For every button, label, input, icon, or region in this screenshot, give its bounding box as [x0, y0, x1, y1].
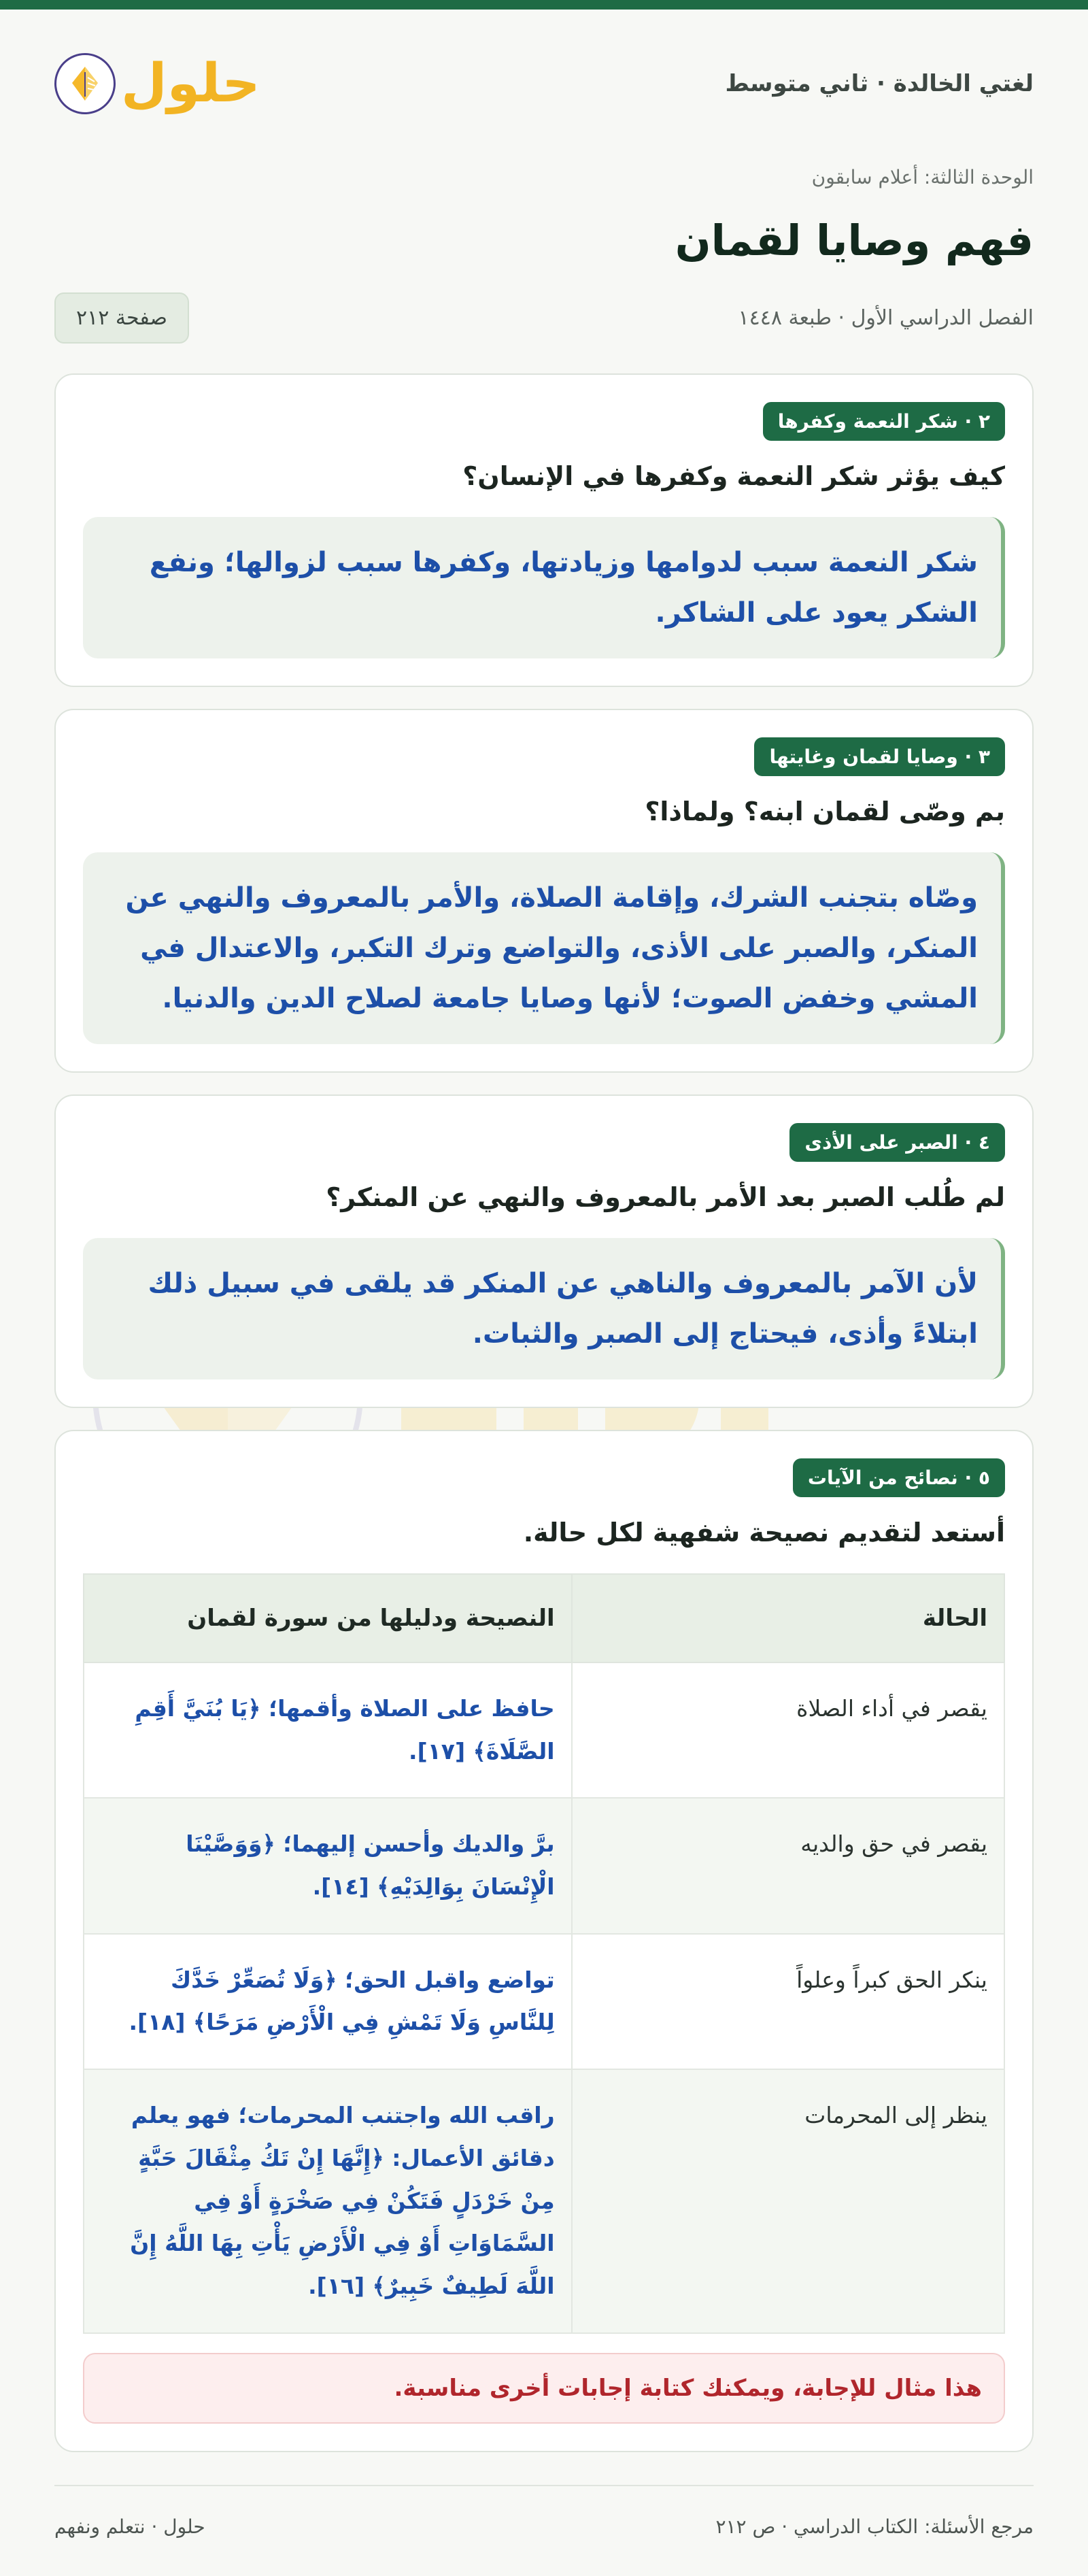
meta-row	[54, 292, 1034, 344]
question-card-3	[54, 709, 1034, 1073]
table-row	[84, 1662, 1004, 1798]
question-tag: ٢ · شكر النعمة وكفرها	[763, 402, 1005, 441]
question-card-4	[54, 1094, 1034, 1408]
advice-cell: تواضع واقبل الحق؛ ﴿وَلَا تُصَعِّرْ خَدَّكَ لِلنَّاسِ وَلَا تَمْشِ فِي الْأَرْضِ مَرَحًا﴾ [١٨].	[84, 1934, 572, 2069]
question-card-5	[54, 1430, 1034, 2452]
answer-box: لأن الآمر بالمعروف والناهي عن المنكر قد يلقى في سبيل ذلك ابتلاءً وأذى، فيحتاج إلى الصبر والثبات.	[83, 1238, 1005, 1379]
answer-box: وصّاه بتجنب الشرك، وإقامة الصلاة، والأمر بالمعروف والنهي عن المنكر، والصبر على الأذى، والتواضع وترك التكبر، والاعتدال في المشي وخفض الصوت؛ لأنها وصايا جامعة لصلاح الدين والدنيا.	[83, 852, 1005, 1044]
table-row	[84, 1798, 1004, 1933]
question-card-2	[54, 373, 1034, 687]
page	[0, 10, 1088, 2568]
semester-meta: الفصل الدراسي الأول · طبعة ١٤٤٨	[738, 306, 1034, 330]
column-header-state: الحالة	[572, 1574, 1004, 1662]
book-icon	[54, 53, 116, 114]
advice-table	[83, 1573, 1005, 2334]
series-title: لغتي الخالدة · ثاني متوسط	[725, 70, 1034, 97]
advice-cell: حافظ على الصلاة وأقمها؛ ﴿يَا بُنَيَّ أَقِمِ الصَّلَاةَ﴾ [١٧].	[84, 1662, 572, 1798]
advice-cell: برَّ والديك وأحسن إليهما؛ ﴿وَوَصَّيْنَا الْإِنْسَانَ بِوَالِدَيْهِ﴾ [١٤].	[84, 1798, 572, 1933]
state-cell: ينظر إلى المحرمات	[572, 2069, 1004, 2332]
question-text: بم وصّى لقمان ابنه؟ ولماذا؟	[645, 797, 1005, 826]
page-number-badge: صفحة ٢١٢	[54, 292, 189, 344]
question-tag: ٣ · وصايا لقمان وغايتها	[754, 737, 1005, 776]
example-note: هذا مثال للإجابة، ويمكنك كتابة إجابات أخرى مناسبة.	[83, 2353, 1005, 2424]
top-accent-bar	[0, 0, 1088, 10]
question-text: أستعد لتقديم نصيحة شفهية لكل حالة.	[523, 1518, 1005, 1548]
answer-box: شكر النعمة سبب لدوامها وزيادتها، وكفرها سبب لزوالها؛ ونفع الشكر يعود على الشاكر.	[83, 517, 1005, 658]
question-text: كيف يؤثر شكر النعمة وكفرها في الإنسان؟	[462, 461, 1005, 491]
footer-reference: مرجع الأسئلة: الكتاب الدراسي · ص ٢١٢	[715, 2515, 1034, 2539]
advice-cell: راقب الله واجتنب المحرمات؛ فهو يعلم دقائق الأعمال: ﴿إِنَّهَا إِنْ تَكُ مِثْقَالَ حَبَّةٍ مِنْ خَرْدَلٍ فَتَكُنْ فِي صَخْرَةٍ أَوْ فِي السَّمَاوَاتِ أَوْ فِي الْأَرْضِ يَأْتِ بِهَا اللَّهُ إِنَّ اللَّهَ لَطِيفٌ خَبِيرٌ﴾ [١٦].	[84, 2069, 572, 2332]
table-header-row	[84, 1574, 1004, 1662]
table-row	[84, 2069, 1004, 2332]
column-header-advice: النصيحة ودليلها من سورة لقمان	[84, 1574, 572, 1662]
header	[54, 10, 1034, 158]
state-cell: يقصر في حق والديه	[572, 1798, 1004, 1933]
logo-wordmark: حلول	[121, 53, 260, 114]
table-row	[84, 1934, 1004, 2069]
footer	[54, 2485, 1034, 2568]
state-cell: ينكر الحق كبراً وعلواً	[572, 1934, 1004, 2069]
unit-label: الوحدة الثالثة: أعلام سابقون	[811, 166, 1034, 188]
question-tag: ٤ · الصبر على الأذى	[789, 1123, 1005, 1162]
footer-brand: حلول · نتعلم ونفهم	[54, 2515, 205, 2539]
question-tag: ٥ · نصائح من الآيات	[793, 1458, 1005, 1497]
hulul-logo[interactable]	[54, 53, 260, 114]
question-text: لم طُلب الصبر بعد الأمر بالمعروف والنهي عن المنكر؟	[326, 1182, 1005, 1212]
state-cell: يقصر في أداء الصلاة	[572, 1662, 1004, 1798]
page-title: فهم وصايا لقمان	[675, 216, 1034, 265]
